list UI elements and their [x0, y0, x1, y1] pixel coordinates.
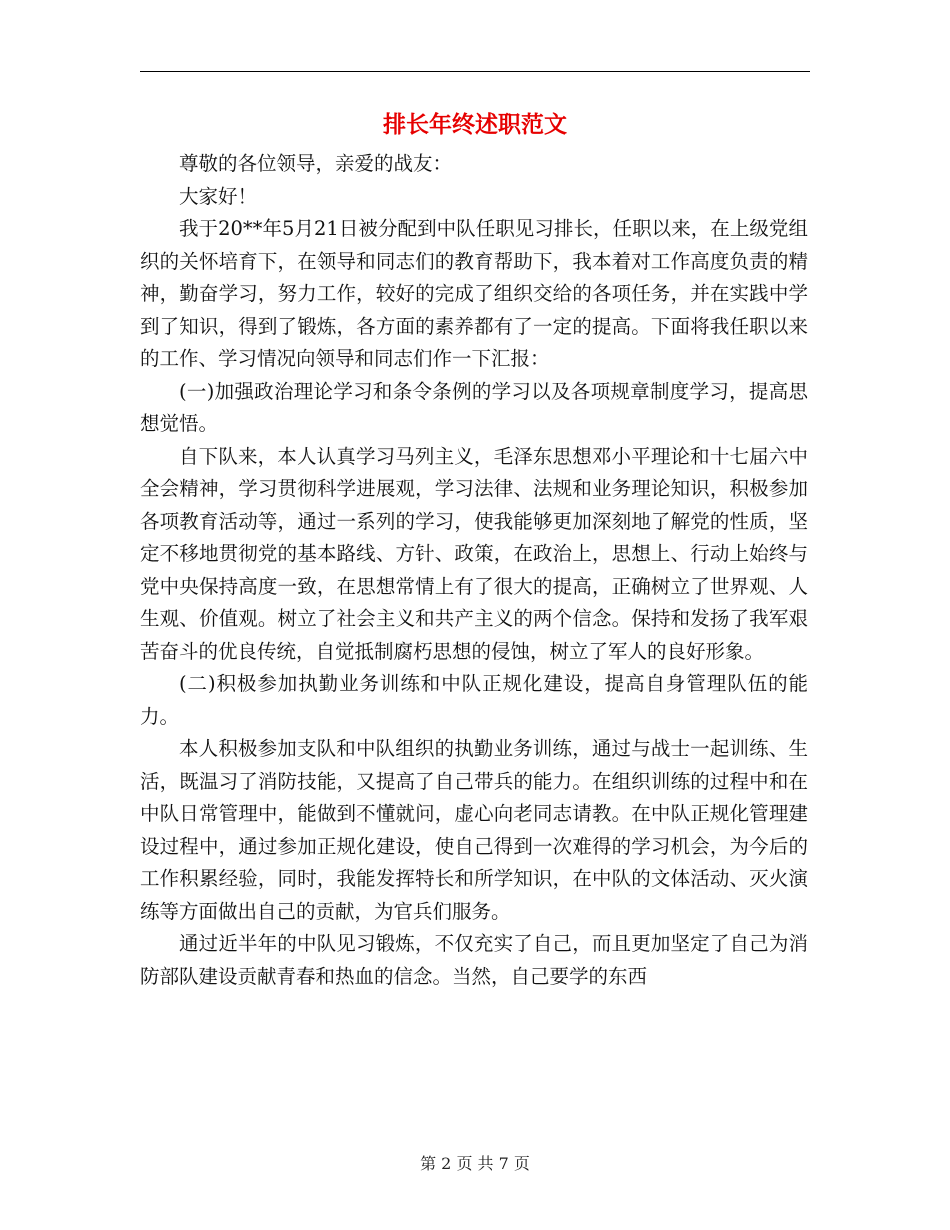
body-paragraph: 我于20**年5月21日被分配到中队任职见习排长，任职以来，在上级党组织的关怀培育下，在领导和同志们的教育帮助下，我本着对工作高度负责的精神，勤奋学习，努力工作，较好的完成了组织交给的各项任务，并在实践中学到了知识，得到了锻炼，各方面的素养都有了一定的提高。下面将我任职以来的工作、学习情况向领导和同志们作一下汇报：	[140, 217, 808, 370]
greeting-paragraph: 大家好！	[179, 184, 258, 208]
document-body	[140, 148, 808, 993]
body-paragraph: 自下队来，本人认真学习马列主义，毛泽东思想邓小平理论和十七届六中全会精神，学习贯彻科学进展观，学习法律、法规和业务理论知识，积极参加各项教育活动等，通过一系列的学习，使我能够更加深刻地了解党的性质，坚定不移地贯彻党的基本路线、方针、政策，在政治上，思想上、行动上始终与党中央保持高度一致，在思想常情上有了很大的提高，正确树立了世界观、人生观、价值观。树立了社会主义和共产主义的两个信念。保持和发扬了我军艰苦奋斗的优良传统，自觉抵制腐朽思想的侵蚀，树立了军人的良好形象。	[140, 444, 808, 663]
body-paragraph: 本人积极参加支队和中队组织的执勤业务训练，通过与战士一起训练、生活，既温习了消防技能，又提高了自己带兵的能力。在组织训练的过程中和在中队日常管理中，能做到不懂就问，虚心向老同志请教。在中队正规化管理建设过程中，通过参加正规化建设，使自己得到一次难得的学习机会，为今后的工作积累经验，同时，我能发挥特长和所学知识，在中队的文体活动、灭火演练等方面做出自己的贡献，为官兵们服务。	[140, 737, 808, 923]
section-heading-1: (一)加强政治理论学习和条令条例的学习以及各项规章制度学习，提高思想觉悟。	[140, 379, 808, 435]
document-title: 排长年终述职范文	[383, 112, 567, 138]
header-rule	[140, 71, 810, 72]
section-heading-2: (二)积极参加执勤业务训练和中队正规化建设，提高自身管理队伍的能力。	[140, 672, 808, 728]
body-paragraph: 通过近半年的中队见习锻炼，不仅充实了自己，而且更加坚定了自己为消防部队建设贡献青春和热血的信念。当然，自己要学的东西	[140, 932, 808, 988]
page-number-footer: 第 2 页 共 7 页	[420, 1154, 530, 1173]
salutation-paragraph: 尊敬的各位领导，亲爱的战友：	[179, 152, 453, 175]
